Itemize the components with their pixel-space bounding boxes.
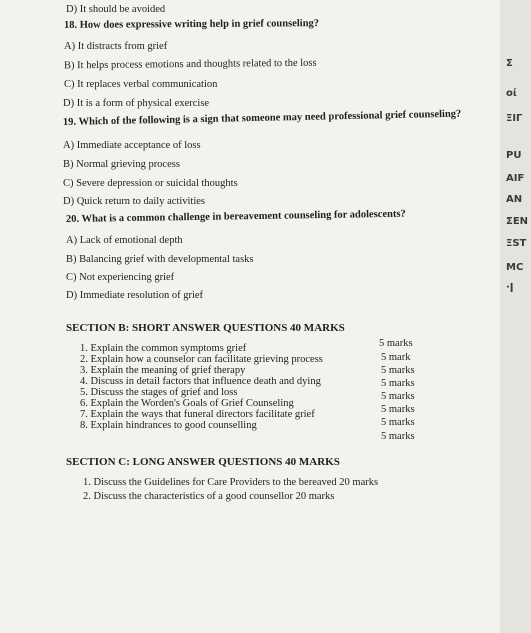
q19-option-a: A) Immediate acceptance of loss <box>63 140 201 151</box>
question-19: 19. Which of the following is a sign that someone may need professional grief counseling? <box>62 108 462 128</box>
section-b-marks: 5 mark <box>381 352 411 363</box>
q18-option-a: A) It distracts from grief <box>64 41 168 52</box>
q19-option-b: B) Normal grieving process <box>63 159 180 170</box>
edge-text: ·ǀ <box>506 282 514 293</box>
edge-text: ΞST <box>506 238 527 249</box>
section-b-marks: 5 marks <box>381 391 415 402</box>
edge-text: MC <box>506 262 524 273</box>
question-20: 20. What is a common challenge in bereavement counseling for adolescents? <box>65 208 406 225</box>
section-b-marks: 5 marks <box>381 404 415 415</box>
q19-option-d: D) Quick return to daily activities <box>63 196 206 207</box>
q18-option-c: C) It replaces verbal communication <box>64 79 218 90</box>
section-c-title: SECTION C: LONG ANSWER QUESTIONS 40 MARKS <box>66 456 340 468</box>
q18-option-d: D) It is a form of physical exercise <box>63 98 210 109</box>
edge-text: ΣΕΝ <box>506 216 529 227</box>
section-c-item: 1. Discuss the Guidelines for Care Providers to the bereaved 20 marks <box>83 477 379 488</box>
edge-text: οί <box>506 88 517 99</box>
q20-option-a: A) Lack of emotional depth <box>66 235 183 246</box>
section-b-item: 4. Discuss in detail factors that influence death and dying <box>80 376 321 387</box>
edge-text: AN <box>506 194 523 205</box>
edge-text: ΡU <box>506 150 522 161</box>
section-c-item: 2. Discuss the characteristics of a good counsellor 20 marks <box>83 491 335 502</box>
section-b-title: SECTION B: SHORT ANSWER QUESTIONS 40 MARKS <box>66 322 345 334</box>
q20-option-c: C) Not experiencing grief <box>66 272 175 283</box>
q20-option-b: B) Balancing grief with developmental tasks <box>66 254 254 265</box>
section-b-item: 5. Discuss the stages of grief and loss <box>80 387 238 398</box>
section-b-marks: 5 marks <box>381 417 415 428</box>
q19-option-c: C) Severe depression or suicidal thoughts <box>63 178 238 189</box>
section-b-item: 7. Explain the ways that funeral directors facilitate grief <box>80 409 315 420</box>
edge-text: ΞΙΓ <box>506 113 523 124</box>
section-b-item: 6. Explain the Worden's Goals of Grief Counseling <box>80 398 294 409</box>
q18-option-b: B) It helps process emotions and thoughts related to the loss <box>63 57 317 72</box>
section-b-item: 2. Explain how a counselor can facilitate grieving process <box>80 354 323 365</box>
section-b-item: 8. Explain hindrances to good counselling <box>80 420 257 431</box>
section-b-item: 3. Explain the meaning of grief therapy <box>80 365 246 376</box>
section-b-marks: 5 marks <box>381 365 415 376</box>
section-b-marks: 5 marks <box>379 338 413 349</box>
edge-text: Σ <box>506 58 513 69</box>
previous-option: D) It should be avoided <box>66 4 166 15</box>
adjacent-page-edge <box>500 0 531 633</box>
question-18: 18. How does expressive writing help in grief counseling? <box>63 18 320 31</box>
section-b-marks: 5 marks <box>381 431 415 442</box>
edge-text: AIF <box>506 173 525 184</box>
section-b-item: 1. Explain the common symptoms grief <box>80 343 247 354</box>
section-b-marks: 5 marks <box>381 378 415 389</box>
section-b-list <box>80 343 323 431</box>
q20-option-d: D) Immediate resolution of grief <box>66 290 204 301</box>
